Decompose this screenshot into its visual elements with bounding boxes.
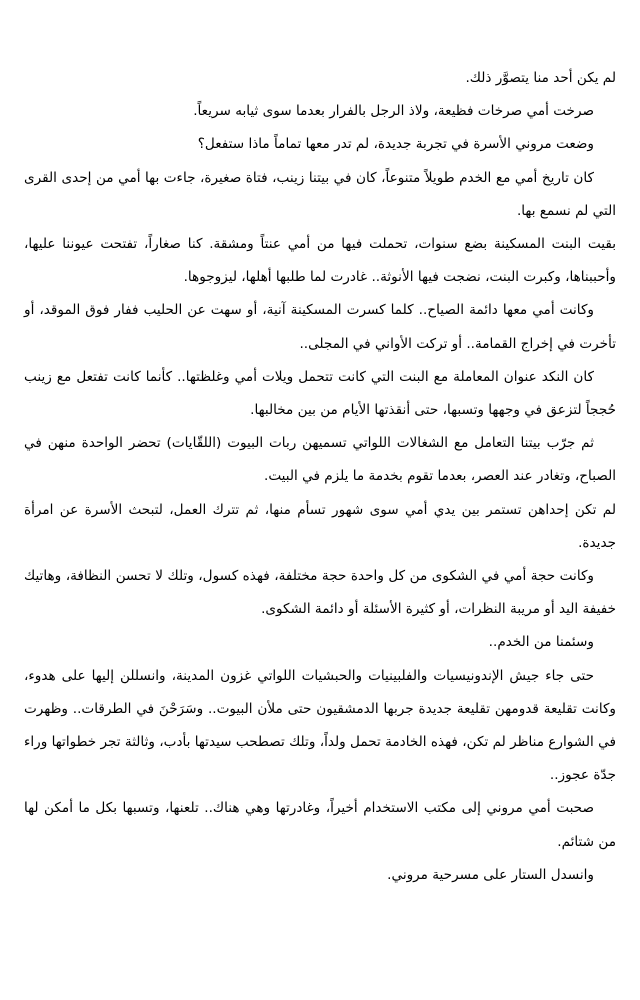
paragraph-8: ثم جرّب بيتنا التعامل مع الشغالات اللواتي تسميهن ربات البيوت (اللقّايات) تحضر الواحدة منهن في الصباح، وتغادر عند العصر، بعدما تقوم بخدمة ما يلزم في البيت. xyxy=(24,435,616,485)
paragraph-4: كان تاريخ أمي مع الخدم طويلاً متنوعاً، كان في بيتنا زينب، فتاة صغيرة، جاءت بها أمي من إحدى القرى التي لم نسمع بها. xyxy=(24,169,616,219)
paragraph-14: وانسدل الستار على مسرحية مروني. xyxy=(387,866,594,883)
paragraph-10: وكانت حجة أمي في الشكوى من كل واحدة حجة مختلفة، فهذه كسول، وتلك لا تحسن النظافة، وهاتيك خفيفة اليد أو مريبة النظرات، أو كثيرة الأسئلة أو دائمة الشكوى. xyxy=(24,568,616,618)
paragraph-1: لم يكن أحد منا يتصوَّر ذلك. xyxy=(465,70,616,86)
paragraph-11: وسئمنا من الخدم.. xyxy=(488,634,594,651)
paragraph-3: وضعت مروني الأسرة في تجربة جديدة، لم تدر معها تماماً ماذا ستفعل؟ xyxy=(197,136,594,153)
paragraph-6: وكانت أمي معها دائمة الصياح.. كلما كسرت المسكينة آنية، أو سهت عن الحليب ففار فوق الموقد، أو تأخرت في إخراج القمامة.. أو تركت الأواني في المجلى.. xyxy=(24,302,616,352)
paragraph-12: حتى جاء جيش الإندونيسيات والفلبينيات والحبشيات اللواتي غزون المدينة، وانسللن إليها على هدوء، وكانت تقليعة قدومهن تقليعة جديدة جربها الدمشقيون حتى ملأن البيوت.. وسَرَحْنَ في الطرقات.. وظهرت في الشوارع مناظر لم تكن، فهذه الخادمة تحمل ولداً، وتلك تصطحب سيدتها بأدب، وثالثة تجر خطواتها وراء جدّة عجوز.. xyxy=(24,667,616,784)
paragraph-5: بقيت البنت المسكينة بضع سنوات، تحملت فيها من أمي عنتاً ومشقة. كنا صغاراً، تفتحت عيوننا عليها، وأحببناها، وكبرت البنت، نضجت فيها الأنوثة.. غادرت لما طلبها أهلها، ليزوجوها. xyxy=(24,236,616,286)
paragraph-7: كان النكد عنوان المعاملة مع البنت التي كانت تتحمل ويلات أمي وغلظتها.. كأنما كانت تفتعل مع زينب حُججاً لتزعق في وجهها وتسبها، حتى أنقذتها الأيام من بين مخالبها. xyxy=(24,368,616,419)
paragraph-13: صحبت أمي مروني إلى مكتب الاستخدام أخيراً، وغادرتها وهي هناك.. تلعنها، وتسبها بكل ما أمكن لها من شتائم. xyxy=(24,800,616,850)
paragraph-9: لم تكن إحداهن تستمر بين يدي أمي سوى شهور تسأم منها، ثم تترك العمل، لتبحث الأسرة عن امرأة جديدة. xyxy=(24,501,616,551)
paragraph-2: صرخت أمي صرخات فظيعة، ولاذ الرجل بالفرار بعدما سوى ثيابه سريعاً. xyxy=(193,103,594,120)
